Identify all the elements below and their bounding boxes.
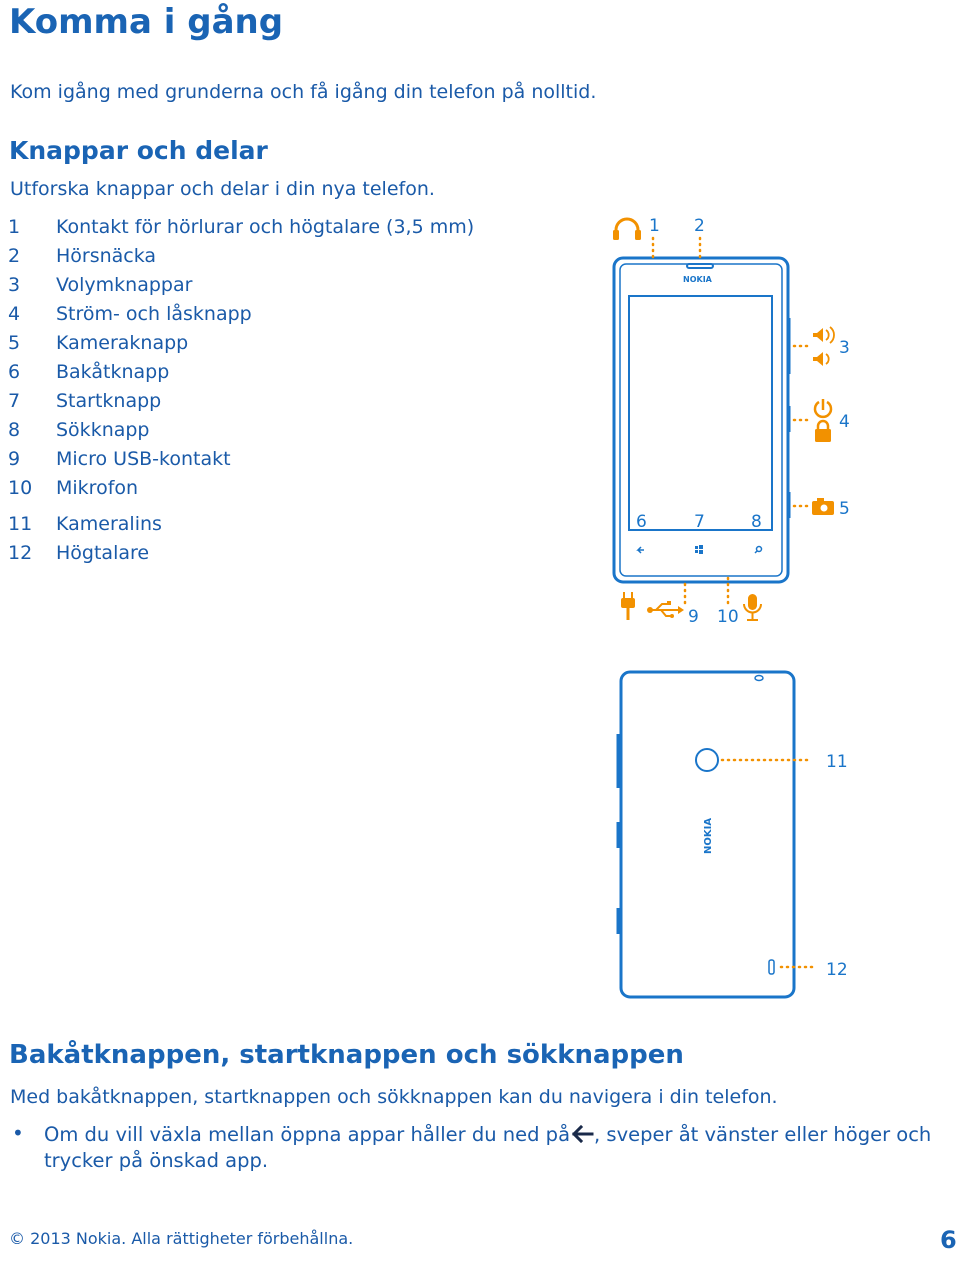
parts-list-item — [8, 510, 474, 539]
part-label: Bakåtknapp — [56, 361, 170, 383]
charger-plug-icon — [621, 592, 635, 620]
part-label: Sökknapp — [56, 419, 150, 441]
page-heading: Komma i gång — [9, 2, 284, 42]
phone-front-diagram — [560, 200, 960, 640]
part-number: 11 — [8, 513, 33, 535]
back-key-icon — [638, 547, 644, 553]
parts-list-item — [8, 213, 474, 242]
callout-number: 4 — [839, 412, 850, 432]
part-label: Micro USB-kontakt — [56, 448, 231, 470]
search-key-icon — [755, 547, 762, 554]
bullet-marker: • — [12, 1121, 24, 1145]
navigation-keys-text: Med bakåtknappen, startknappen och sökknappen kan du navigera i din telefon. — [10, 1086, 778, 1108]
parts-list-item — [8, 358, 474, 387]
volume-icon — [813, 327, 834, 366]
parts-list — [8, 213, 474, 568]
parts-list-item — [8, 539, 474, 568]
bullet-text-after: , sveper åt vänster eller höger och trycker på önskad app. — [44, 1123, 932, 1172]
part-label: Kameraknapp — [56, 332, 189, 354]
callout-number: 10 — [717, 607, 739, 627]
callout-number: 9 — [688, 607, 699, 627]
part-label: Kameralins — [56, 513, 162, 535]
section-title-navigation-keys: Bakåtknappen, startknappen och sökknappen — [9, 1040, 684, 1070]
callout-number: 5 — [839, 499, 850, 519]
callout-number: 1 — [649, 216, 660, 236]
camera-icon — [812, 498, 834, 515]
bullet-text-before: Om du vill växla mellan öppna appar håller du ned på — [44, 1123, 571, 1146]
callout-number: 3 — [839, 338, 850, 358]
part-number: 12 — [8, 542, 33, 564]
bullet-item-switch-apps — [44, 1122, 960, 1174]
brand-logo-back: NOKIA — [703, 817, 714, 854]
flash-icon — [755, 676, 763, 681]
part-label: Kontakt för hörlurar och högtalare (3,5 mm) — [56, 216, 475, 238]
part-label: Startknapp — [56, 390, 162, 412]
earpiece-slot — [687, 264, 713, 268]
headphones-icon — [613, 219, 641, 240]
parts-list-item — [8, 387, 474, 416]
start-key-icon — [695, 545, 703, 554]
parts-list-item — [8, 416, 474, 445]
part-number: 6 — [8, 361, 21, 383]
phone-screen — [629, 296, 772, 530]
part-number: 4 — [8, 303, 21, 325]
back-arrow-icon — [570, 1125, 594, 1143]
part-label: Ström- och låsknapp — [56, 303, 252, 325]
parts-list-item — [8, 271, 474, 300]
callout-number: 7 — [694, 512, 705, 532]
part-number: 1 — [8, 216, 21, 238]
page-number: 6 — [940, 1226, 957, 1254]
intro-text: Kom igång med grunderna och få igång din telefon på nolltid. — [10, 81, 597, 103]
part-number: 2 — [8, 245, 21, 267]
microphone-icon — [744, 594, 761, 620]
lock-icon — [815, 421, 831, 442]
usb-icon — [647, 601, 684, 618]
power-icon — [815, 399, 831, 417]
part-label: Volymknappar — [56, 274, 193, 296]
copyright-notice: © 2013 Nokia. Alla rättigheter förbehållna. — [9, 1229, 354, 1248]
section-title-keys-parts: Knappar och delar — [9, 136, 268, 165]
part-label: Mikrofon — [56, 477, 139, 499]
parts-list-item — [8, 242, 474, 271]
loudspeaker-icon — [769, 960, 774, 974]
callout-number: 11 — [826, 752, 848, 772]
phone-front-body — [614, 258, 788, 582]
part-number: 8 — [8, 419, 21, 441]
camera-lens-icon — [696, 749, 718, 771]
parts-list-item — [8, 329, 474, 358]
parts-list-item — [8, 474, 474, 503]
parts-list-item — [8, 445, 474, 474]
part-number: 10 — [8, 477, 33, 499]
parts-list-item — [8, 300, 474, 329]
callout-number: 6 — [636, 512, 647, 532]
part-number: 5 — [8, 332, 21, 354]
part-label: Högtalare — [56, 542, 150, 564]
phone-back-diagram — [600, 662, 900, 1008]
part-number: 7 — [8, 390, 21, 412]
part-number: 9 — [8, 448, 21, 470]
brand-logo-front: NOKIA — [683, 275, 712, 284]
part-number: 3 — [8, 274, 21, 296]
callout-number: 12 — [826, 960, 848, 980]
callout-number: 8 — [751, 512, 762, 532]
callout-number: 2 — [694, 216, 705, 236]
part-label: Hörsnäcka — [56, 245, 157, 267]
section-intro-keys-parts: Utforska knappar och delar i din nya telefon. — [10, 178, 435, 200]
